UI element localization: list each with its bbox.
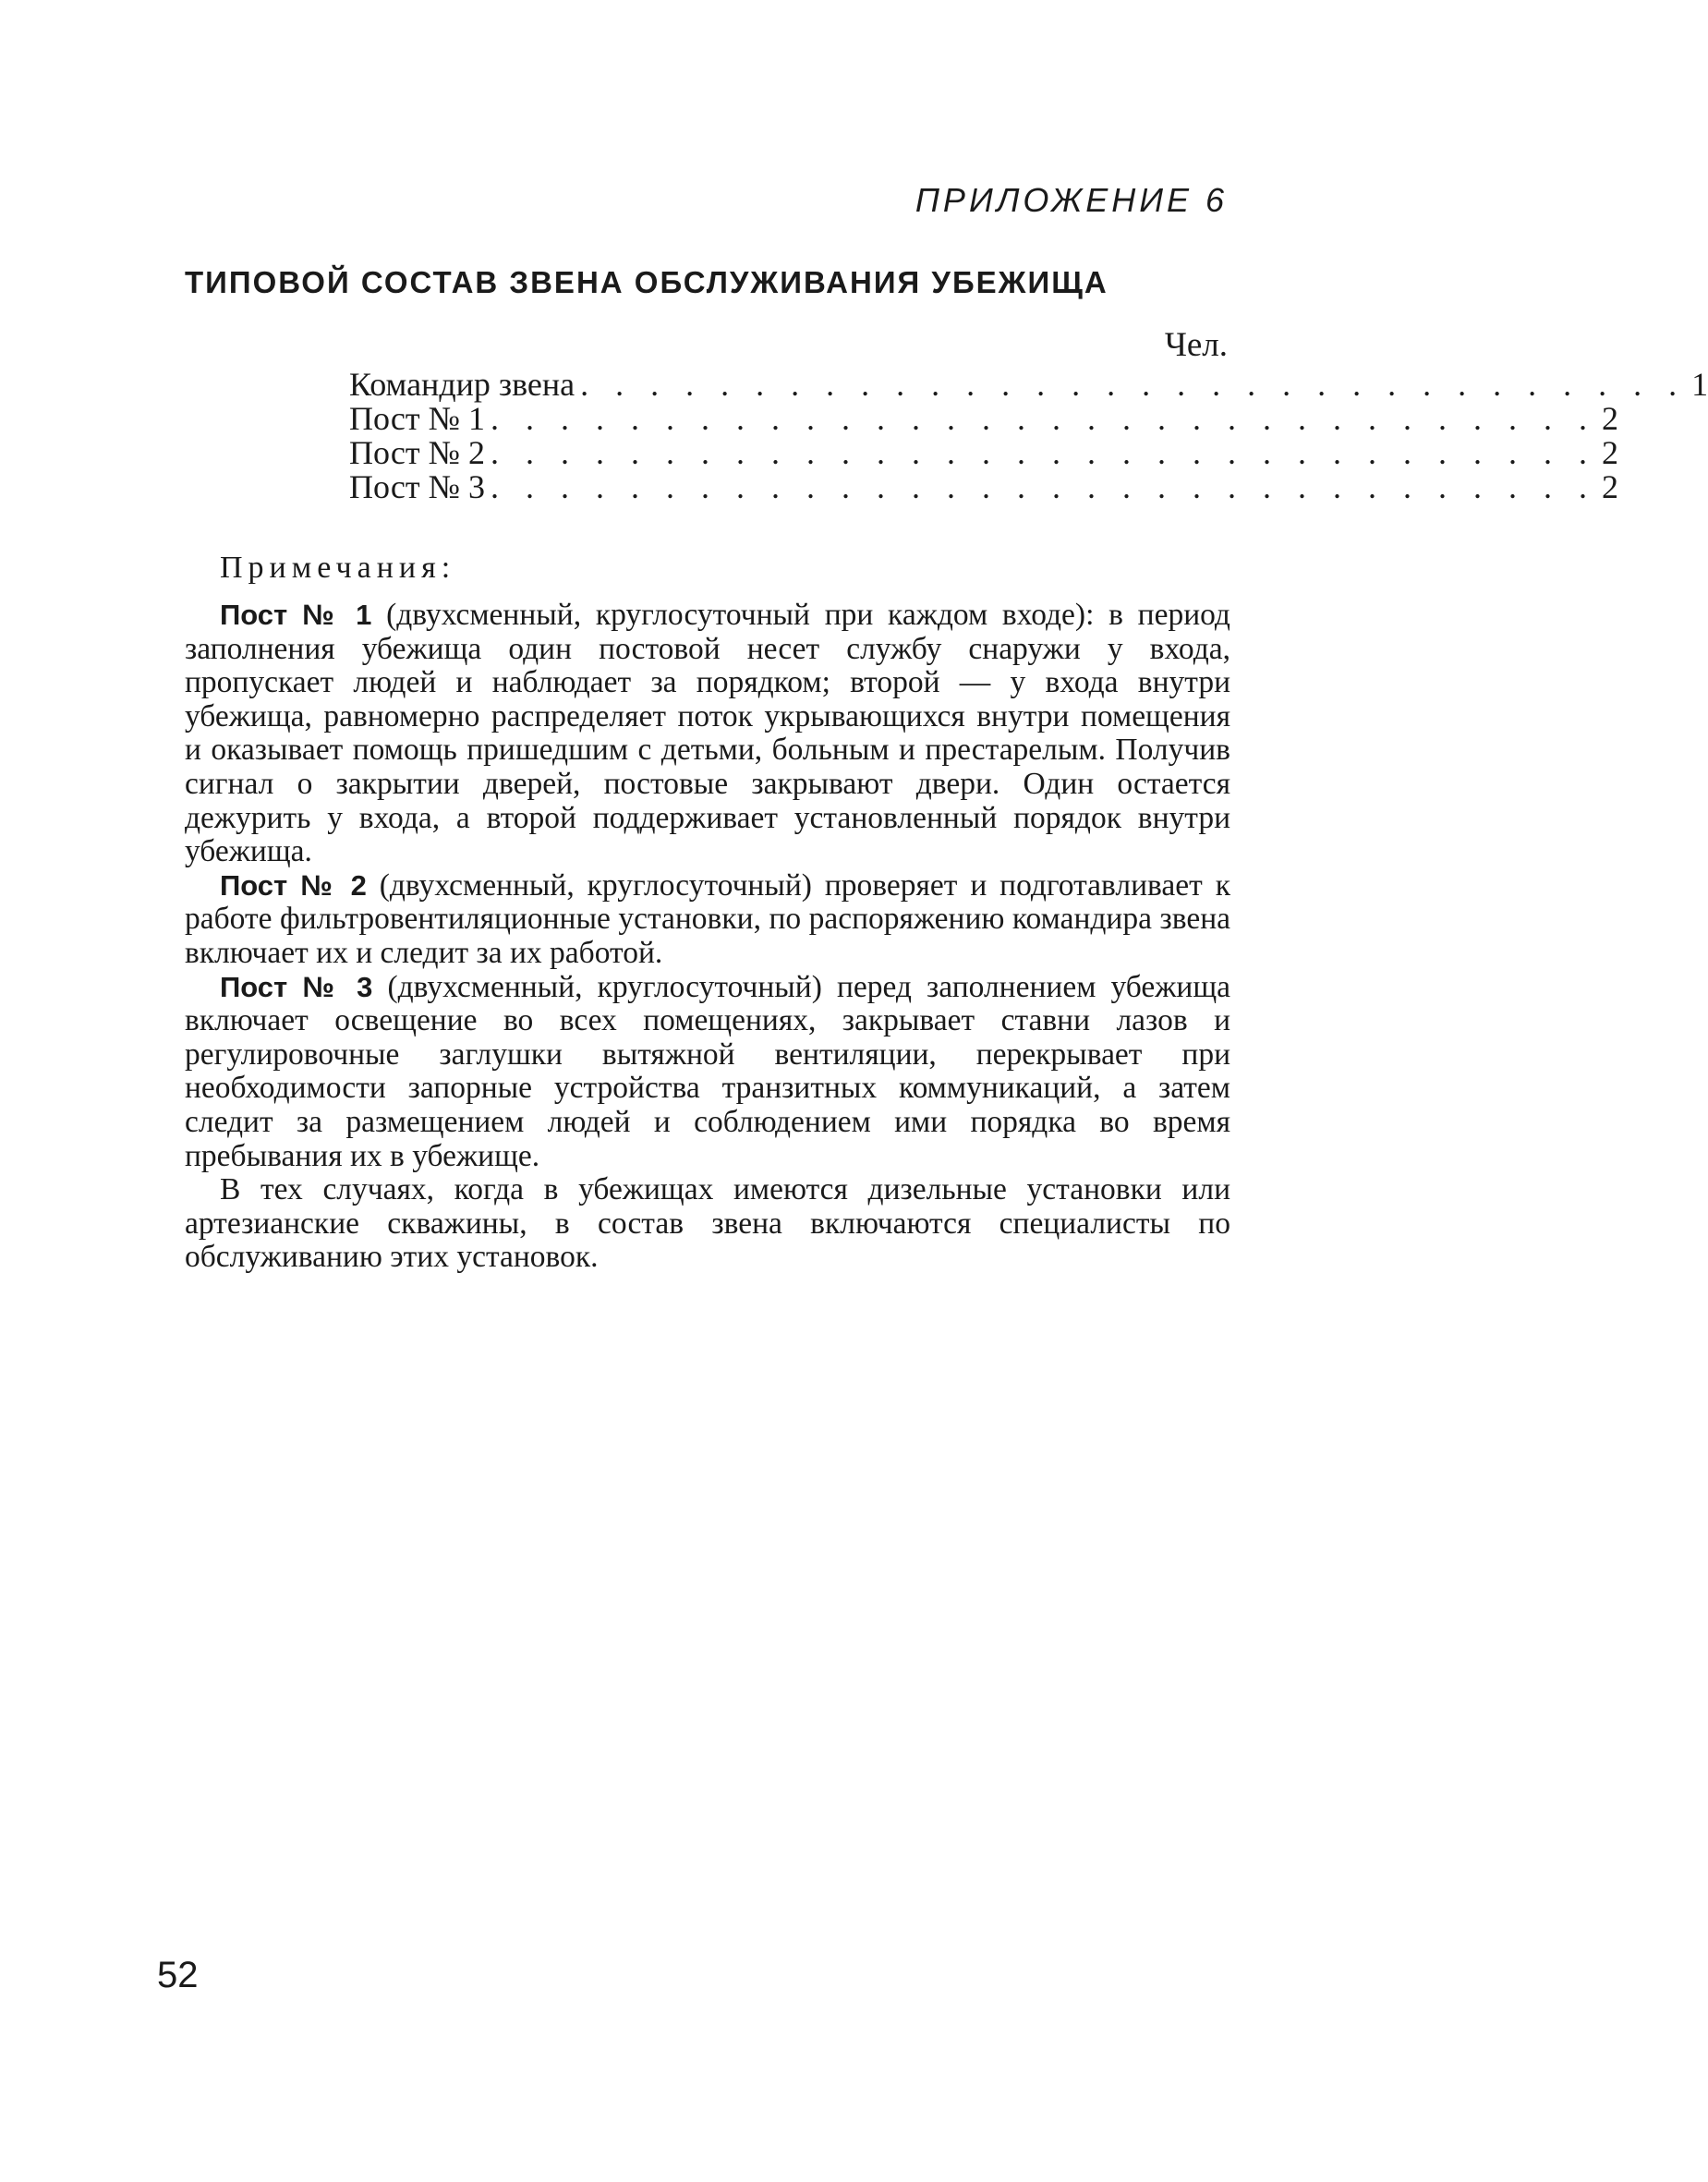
page-title: ТИПОВОЙ СОСТАВ ЗВЕНА ОБСЛУЖИВАНИЯ УБЕЖИЩА — [185, 265, 1108, 299]
leader-dots: . . . . . . . . . . . . . . . . . . . . . . . . . . . . . . . . — [490, 400, 1596, 437]
appendix-label: ПРИЛОЖЕНИЕ 6 — [915, 181, 1228, 219]
note-text: (двухсменный, круглосуточный при каждом входе): в период заполнения убежища один постовой несет службу снаружи у входа, пропускает людей и наблюдает за порядком; второй — у входа внутри убежища, равномерно распределяет поток укрывающихся внутри помещения и оказывает помощь пришедшим с детьми, больным и престарелым. Получив сигнал о закрытии дверей, постовые закрывают двери. Один остается дежурить у входа, а второй поддерживает установленный порядок внутри убежища. — [185, 598, 1230, 869]
roster-name: Командир звена — [349, 366, 575, 403]
note-post-label: Пост № 3 — [220, 970, 373, 1003]
roster-count: 1 — [1691, 366, 1708, 403]
roster-name: Пост № 2 — [349, 434, 485, 471]
note-post-label: Пост № 1 — [220, 599, 372, 631]
leader-dots: . . . . . . . . . . . . . . . . . . . . . . . . . . . . . . . . — [490, 434, 1596, 471]
note-paragraph — [185, 599, 1230, 869]
roster-list — [349, 366, 1708, 505]
roster-name: Пост № 1 — [349, 400, 485, 437]
leader-dots: . . . . . . . . . . . . . . . . . . . . . . . . . . . . . . . . — [580, 366, 1687, 403]
note-text: (двухсменный, круглосуточный) перед заполнением убежища включает освещение во всех помещениях, закрывает ставни лазов и регулировочные заглушки вытяжной вентиляции, перекрывает при необходимости запорные устройства транзитных коммуникаций, а затем следит за размещением людей и соблюдением ими порядка во время пребывания их в убежище. — [185, 969, 1230, 1173]
unit-label: Чел. — [1164, 326, 1228, 364]
roster-name: Пост № 3 — [349, 468, 485, 505]
page-number: 52 — [157, 1955, 199, 1995]
roster-row — [349, 366, 1708, 403]
roster-count: 2 — [1601, 434, 1618, 471]
roster-count: 2 — [1601, 468, 1618, 505]
notes-heading: Примечания: — [220, 551, 456, 585]
note-paragraph — [185, 1173, 1230, 1275]
roster-count: 2 — [1601, 400, 1618, 437]
note-text: В тех случаях, когда в убежищах имеются дизельные установки или артезианские скважины, в состав звена включаются специалисты по обслуживанию этих установок. — [185, 1172, 1230, 1275]
roster-row — [349, 468, 1618, 505]
note-post-label: Пост № 2 — [220, 868, 367, 902]
leader-dots: . . . . . . . . . . . . . . . . . . . . . . . . . . . . . . . . — [490, 468, 1596, 505]
notes-body — [185, 599, 1230, 1275]
note-paragraph — [185, 971, 1230, 1174]
roster-row — [349, 400, 1618, 437]
note-text: (двухсменный, круглосуточный) проверяет и подготавливает к работе фильтровентиляционные установки, по распоряжению командира звена включает их и следит за их работой. — [185, 867, 1230, 970]
roster-row — [349, 434, 1618, 471]
note-paragraph — [185, 869, 1230, 971]
